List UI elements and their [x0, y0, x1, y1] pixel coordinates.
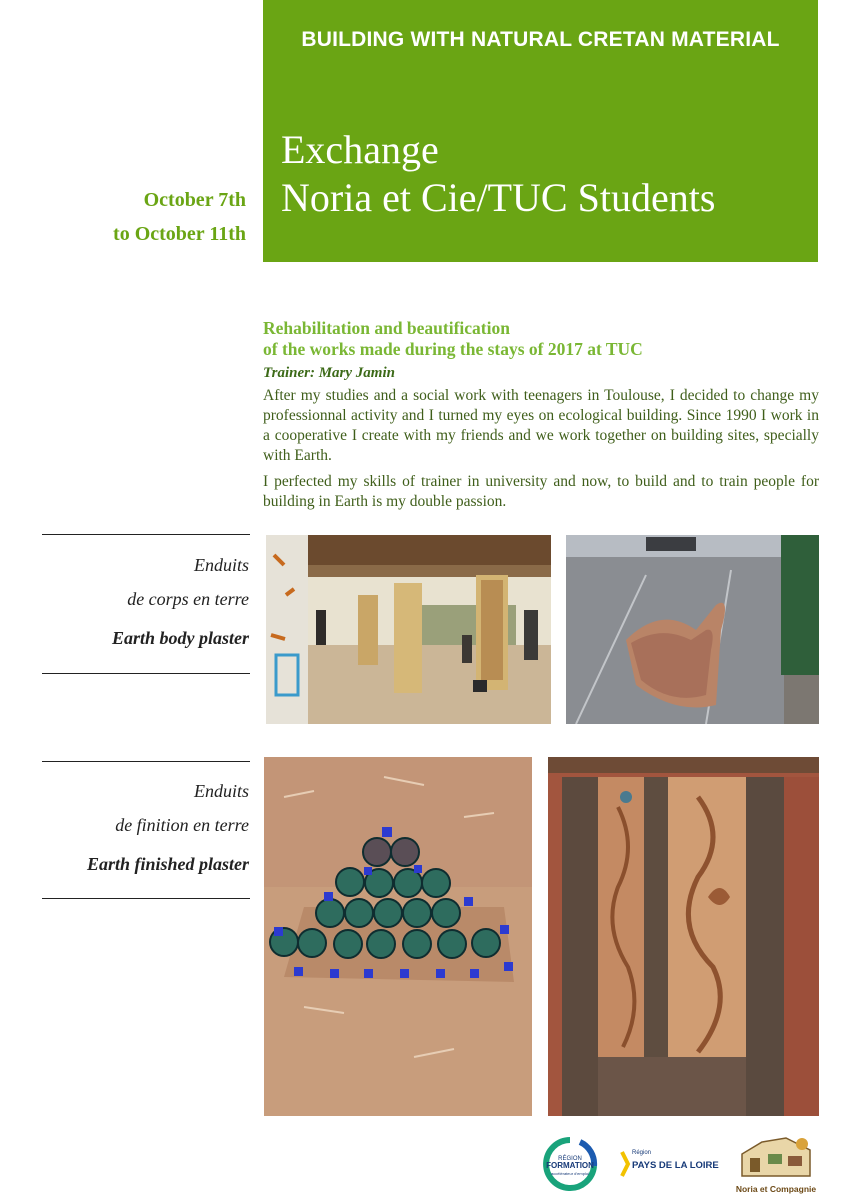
event-dates — [113, 183, 246, 251]
glass-bottle-wall-photo — [264, 757, 532, 1116]
section-divider — [42, 761, 250, 762]
banner-title — [281, 126, 715, 222]
region-formation-main: FORMATION — [546, 1161, 594, 1170]
banner-subtitle: BUILDING WITH NATURAL CRETAN MATERIAL — [301, 28, 780, 51]
section-label-finished-plaster — [29, 774, 249, 875]
intro-section — [263, 318, 819, 512]
earth-bench-photo — [566, 535, 819, 724]
intro-paragraph-1: After my studies and a social work with teenagers in Toulouse, I decided to change my professionnal activity and I turned my eyes on ecological building. Since 1990 I work in a cooperative I create with my friends and we work together on building sites, specially with Earth. — [263, 387, 819, 464]
intro-heading-line2: of the works made during the stays of 2017 at TUC — [263, 339, 643, 359]
section-fr-line1: Enduits — [193, 781, 249, 801]
section-en-title: Earth finished plaster — [86, 854, 249, 874]
region-formation-logo — [540, 1136, 600, 1192]
section-divider — [42, 534, 250, 535]
section-divider — [42, 673, 250, 674]
intro-heading — [263, 318, 819, 360]
date-start: October 7th — [143, 189, 246, 211]
section-fr-line2: de finition en terre — [115, 815, 249, 835]
noria-logo — [732, 1132, 820, 1194]
intro-paragraph-2: I perfected my skills of trainer in university and now, to build and to train people for building in Earth is my double passion. — [263, 473, 819, 510]
carved-earth-door-photo — [548, 757, 819, 1116]
banner-title-line1: Exchange — [281, 127, 439, 172]
pays-de-la-loire-label: PAYS DE LA LOIRE — [632, 1160, 719, 1171]
region-formation-sub: accélérateur d'emploi — [551, 1171, 589, 1176]
pays-de-la-loire-logo — [620, 1144, 719, 1184]
section-fr-line2: de corps en terre — [127, 589, 249, 609]
trainer-name: Trainer: Mary Jamin — [263, 365, 395, 381]
date-end: to October 11th — [113, 223, 246, 245]
section-label-body-plaster — [29, 548, 249, 649]
intro-heading-line1: Rehabilitation and beautification — [263, 318, 510, 338]
region-formation-top: RÉGION — [558, 1156, 582, 1162]
pays-region-label: Région — [632, 1150, 652, 1156]
title-banner — [263, 0, 818, 262]
section-fr-line1: Enduits — [193, 555, 249, 575]
section-en-title: Earth body plaster — [111, 628, 249, 648]
noria-caption: Noria et Compagnie — [735, 1184, 817, 1194]
section-divider — [42, 898, 250, 899]
partner-logos — [540, 1132, 820, 1194]
workshop-pavilion-photo — [266, 535, 551, 724]
banner-title-line2: Noria et Cie/TUC Students — [281, 175, 716, 220]
